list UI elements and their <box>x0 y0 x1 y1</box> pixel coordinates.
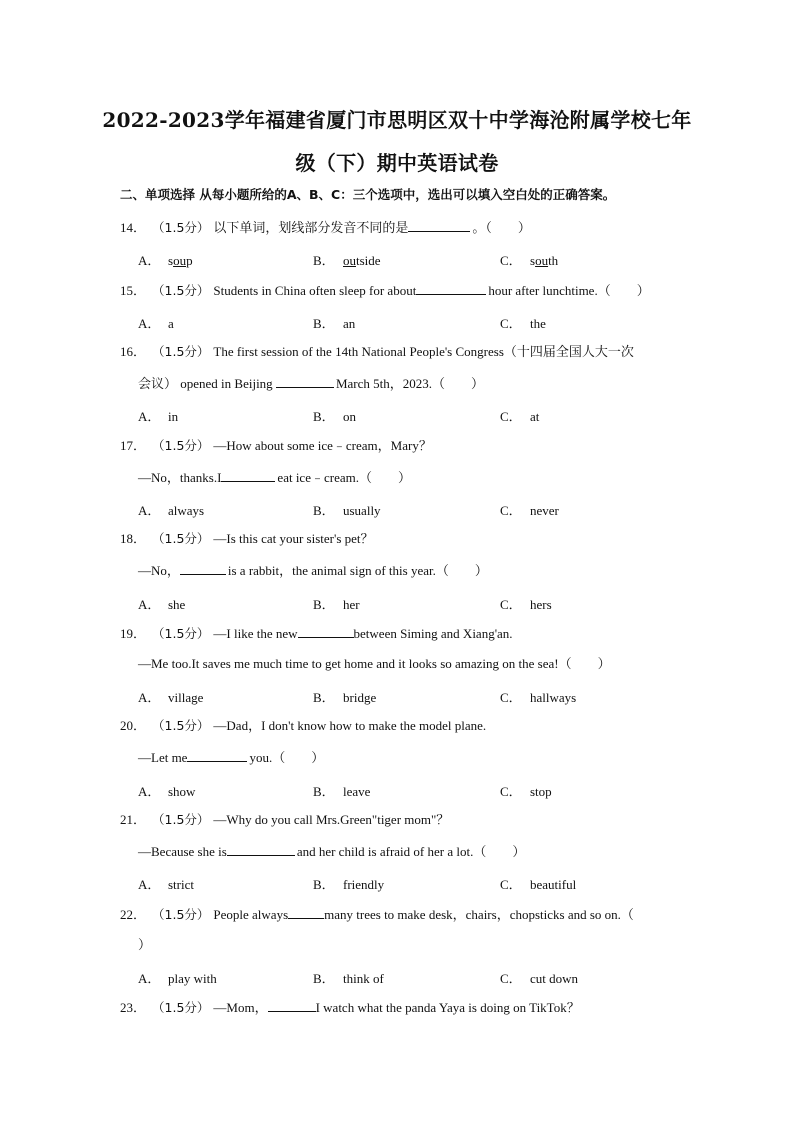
answer-blank <box>180 562 226 575</box>
option-c: C． hers <box>500 597 552 612</box>
option-b: B． on <box>313 409 356 424</box>
question-14: 14． （1.5分）以下单词，划线部分发音不同的是 。（ ） <box>120 220 531 235</box>
section-heading: 二、单项选择 从每小题所给的A、B、C：三个选项中，选出可以填入空白处的正确答案。 <box>120 187 616 202</box>
question-22: 22． （1.5分）People always many trees to make desk，chairs，chopsticks and so on.（ <box>120 907 634 922</box>
option-b: B． think of <box>313 971 384 986</box>
question-20-continued: —Let me you.（ ） <box>138 750 325 765</box>
answer-blank <box>227 843 295 856</box>
answer-blank <box>408 219 470 232</box>
answer-blank <box>288 906 324 919</box>
question-20: 20． （1.5分） —Dad，I don't know how to make the model plane. <box>120 718 487 733</box>
question-19: 19． （1.5分） —I like the new between Siming and Xiang'an. <box>120 626 513 641</box>
question-17-continued: —No，thanks.I eat ice﹣cream.（ ） <box>138 470 411 485</box>
option-b: B． an <box>313 316 356 331</box>
option-a: A． show <box>138 784 196 799</box>
question-19-continued: —Me too.It saves me much time to get home and it looks so amazing on the sea!（ ） <box>138 656 611 671</box>
option-c: C． cut down <box>500 971 579 986</box>
option-a: A． a <box>138 316 174 331</box>
option-a: A． she <box>138 597 186 612</box>
answer-blank <box>276 375 334 388</box>
option-c: C． at <box>500 409 540 424</box>
question-21: 21． （1.5分） —Why do you call Mrs.Green"tiger mom"？ <box>120 812 450 827</box>
option-a: A． always <box>138 503 205 518</box>
option-b: B． friendly <box>313 877 385 892</box>
question-17: 17． （1.5分） —How about some ice﹣cream，Mary？ <box>120 438 432 453</box>
question-21-continued: —Because she is and her child is afraid of her a lot.（ ） <box>138 844 526 859</box>
question-15: 15． （1.5分）Students in China often sleep for about hour after lunchtime.（ ） <box>120 283 650 298</box>
question-16: 16． （1.5分）The first session of the 14th National People's Congress（十四届全国人大一次 <box>120 344 634 359</box>
option-a: A． village <box>138 690 204 705</box>
option-c: C． never <box>500 503 559 518</box>
answer-blank <box>187 749 247 762</box>
option-b: B． usually <box>313 503 381 518</box>
option-a: A． strict <box>138 877 194 892</box>
question-16-continued: 会议） opened in Beijing March 5th，2023.（ ） <box>138 376 484 391</box>
question-22-continued: ） <box>138 937 152 952</box>
answer-blank <box>416 282 486 295</box>
question-18-continued: —No， is a rabbit，the animal sign of this year.（ ） <box>138 563 488 578</box>
option-c: C． beautiful <box>500 877 577 892</box>
answer-blank <box>298 625 354 638</box>
option-b: B． outside <box>313 253 381 268</box>
option-a: A． play with <box>138 971 217 986</box>
exam-title-line-2: 级（下）期中英语试卷 <box>295 151 499 175</box>
exam-title-line-1: 2022-2023学年福建省厦门市思明区双十中学海沧附属学校七年 <box>102 108 692 132</box>
option-c: C． stop <box>500 784 552 799</box>
option-b: B． her <box>313 597 360 612</box>
option-b: B． bridge <box>313 690 377 705</box>
question-23: 23． （1.5分） —Mom， I watch what the panda Yaya is doing on TikTok？ <box>120 1000 580 1015</box>
option-a: A． in <box>138 409 179 424</box>
option-b: B． leave <box>313 784 371 799</box>
question-18: 18． （1.5分） —Is this cat your sister's pet？ <box>120 531 374 546</box>
option-c: C． the <box>500 316 546 331</box>
option-c: C． hallways <box>500 690 577 705</box>
option-a: A． soup <box>138 253 193 268</box>
answer-blank <box>268 999 316 1012</box>
answer-blank <box>221 469 275 482</box>
option-c: C． south <box>500 253 559 268</box>
